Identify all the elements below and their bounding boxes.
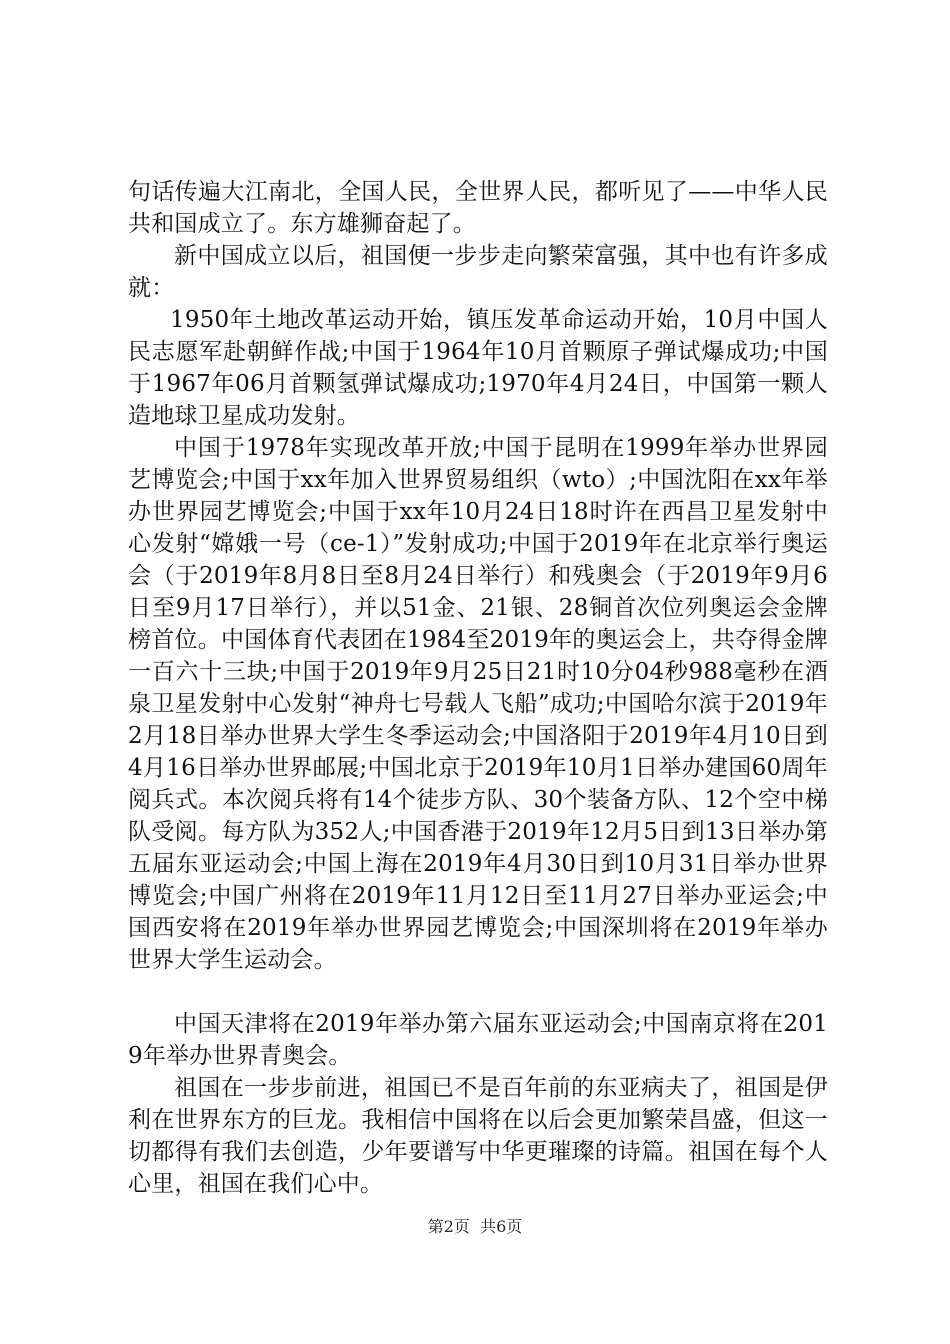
paragraph-achievements-intro: 新中国成立以后，祖国便一步步走向繁荣富强，其中也有许多成就： [128,243,828,301]
page-footer [0,1217,950,1237]
paragraph-upcoming-events: 中国天津将在2019年举办第六届东亚运动会;中国南京将在2019年举办世界青奥会。 [128,1011,828,1069]
paragraph-modern-achievements: 中国于1978年实现改革开放;中国于昆明在1999年举办世界园艺博览会;中国于xx年加入世界贸易组织（wto）;中国沈阳在xx年举办世界园艺博览会;中国于xx年10月24日18时许在西昌卫星发射中心发射“嫦娥一号（ce-1）”发射成功;中国于2019年在北京举行奥运会（于2019年8月8日至8月24日举行）和残奥会（于2019年9月6日至9月17日举行），并以51金、21银、28铜首次位列奥运会金牌榜首位。中国体育代表团在1984至2019年的奥运会上，共夺得金牌一百六十三块;中国于2019年9月25日21时10分04秒988毫秒在酒泉卫星发射中心发射“神舟七号载人飞船”成功;中国哈尔滨于2019年2月18日举办世界大学生冬季运动会;中国洛阳于2019年4月10日到4月16日举办世界邮展;中国北京于2019年10月1日举办建国60周年阅兵式。本次阅兵将有14个徒步方队、30个装备方队、12个空中梯队受阅。每方队为352人;中国香港于2019年12月5日到13日举办第五届东亚运动会;中国上海在2019年4月30日到10月31日举办世界博览会;中国广州将在2019年11月12日至11月27日举办亚运会;中国西安将在2019年举办世界园艺博览会;中国深圳将在2019年举办世界大学生运动会。 [128,435,828,973]
paragraph-conclusion: 祖国在一步步前进，祖国已不是百年前的东亚病夫了，祖国是伊利在世界东方的巨龙。我相信中国将在以后会更加繁荣昌盛，但这一切都得有我们去创造，少年要谱写中华更璀璨的诗篇。祖国在每个人心里，祖国在我们心中。 [128,1075,828,1197]
document-body [128,176,828,1200]
paragraph-early-achievements: 1950年土地改革运动开始，镇压发革命运动开始，10月中国人民志愿军赴朝鲜作战;中国于1964年10月首颗原子弹试爆成功;中国于1967年06月首颗氢弹试爆成功;1970年4月24日，中国第一颗人造地球卫星成功发射。 [128,307,828,429]
page-number-label: 第2页 共6页 [427,1217,523,1236]
paragraph-continuation: 句话传遍大江南北，全国人民，全世界人民，都听见了——中华人民共和国成立了。东方雄狮奋起了。 [128,179,828,237]
